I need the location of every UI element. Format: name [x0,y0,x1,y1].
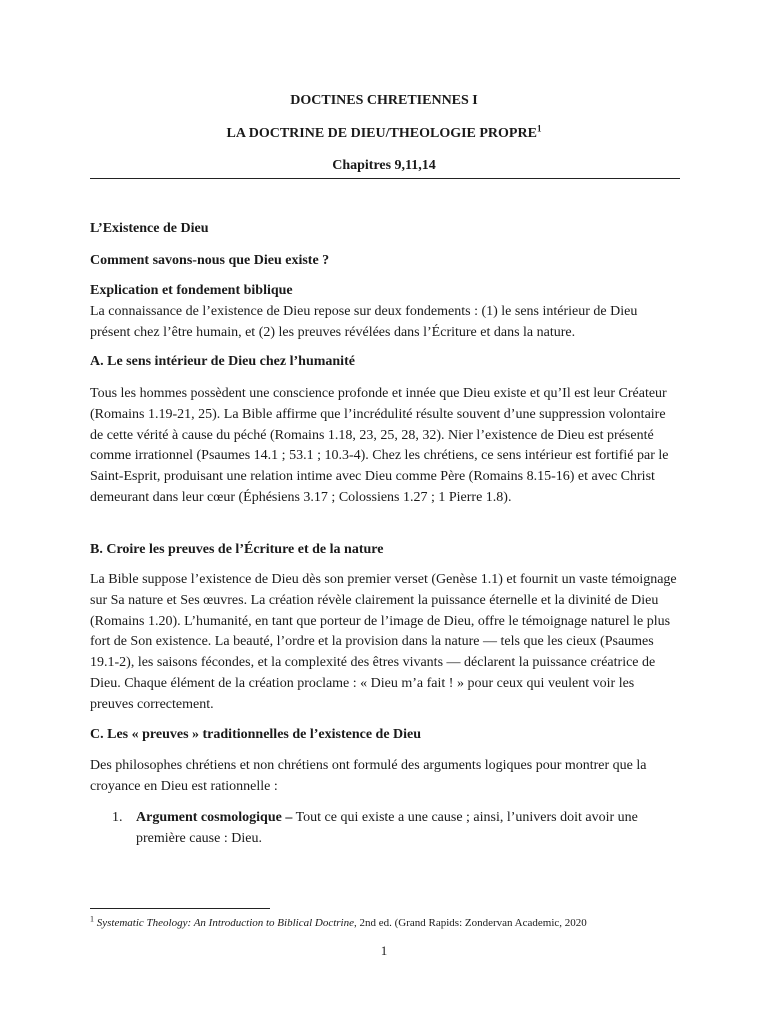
footnote-reference: 1 [536,123,542,134]
footnote-divider [90,908,270,909]
page-number: 1 [380,943,388,958]
footnote-citation: , 2nd ed. (Grand Rapids: Zondervan Academic, 2020 [353,917,587,929]
subtitle-text: LA DOCTRINE DE DIEU/THEOLOGIE PROPRE [226,126,537,141]
section-c-heading: C. Les « preuves » traditionnelles de l’existence de Dieu [90,727,422,742]
section-b-paragraph: La Bible suppose l’existence de Dieu dès son premier verset (Genèse 1.1) et fournit un vaste témoignage sur Sa nature et Ses œuvres. La création révèle clairement la puissance éternelle et la divinité de Dieu (Romains 1.20). L’humanité, en tant que porteur de l’image de Dieu, offre le témoignage naturel le plus fort de Son existence. La beauté, l’ordre et la provision dans la nature — tels que les cieux (Psaumes 19.1-2), les saisons fécondes, et la complexité des êtres vivants — déclarent la puissance créatrice de Dieu. Chaque élément de la création proclame : « Dieu m’a fait ! » pour ceux qui veulent voir les preuves correctement. [90,572,677,712]
footnote-marker: 1 [90,914,94,924]
explication-paragraph: La connaissance de l’existence de Dieu repose sur deux fondements : (1) le sens intérieur de Dieu présent chez l’être humain, et (2) les preuves révélées dans l’Écriture et dans la nature. [90,303,638,340]
header-divider [90,178,680,179]
explication-heading: Explication et fondement biblique [90,283,293,298]
document-subtitle [0,125,768,143]
list-item-number: 1. [112,810,123,825]
list-item-text: Tout ce qui existe a une cause ; ainsi, l’univers doit avoir une première cause : Dieu. [136,810,638,846]
footnote-book-title: Systematic Theology: An Introduction to Biblical Doctrine [96,917,354,929]
footnote [90,916,710,930]
list-item-term: Argument cosmologique – [136,810,293,825]
section-a-heading: A. Le sens intérieur de Dieu chez l’humanité [90,354,355,369]
question-heading: Comment savons-nous que Dieu existe ? [90,253,330,268]
section-title: L’Existence de Dieu [90,221,209,236]
chapters-line: Chapitres 9,11,14 [332,158,436,173]
section-b-heading: B. Croire les preuves de l’Écriture et de la nature [90,542,384,557]
list-item-body [136,808,680,850]
document-title: DOCTINES CHRETIENNES I [290,93,478,108]
section-c-paragraph: Des philosophes chrétiens et non chrétiens ont formulé des arguments logiques pour montrer que la croyance en Dieu est rationnelle : [90,758,647,794]
explication-block [90,281,680,343]
section-a-paragraph: Tous les hommes possèdent une conscience profonde et innée que Dieu existe et qu’Il est leur Créateur (Romains 1.19-21, 25). La Bible affirme que l’incrédulité résulte souvent d’une suppression volontaire de cette vérité à cause du péché (Romains 1.18, 23, 25, 28, 32). Nier l’existence de Dieu est présenté comme irrationnel (Psaumes 14.1 ; 53.1 ; 10.3-4). Chez les chrétiens, ce sens intérieur est fortifié par le Saint-Esprit, produisant une relation intime avec Dieu comme Père (Romains 8.15-16) et avec Christ demeurant dans leur cœur (Éphésiens 3.17 ; Colossiens 1.27 ; 1 Pierre 1.8). [90,386,669,505]
